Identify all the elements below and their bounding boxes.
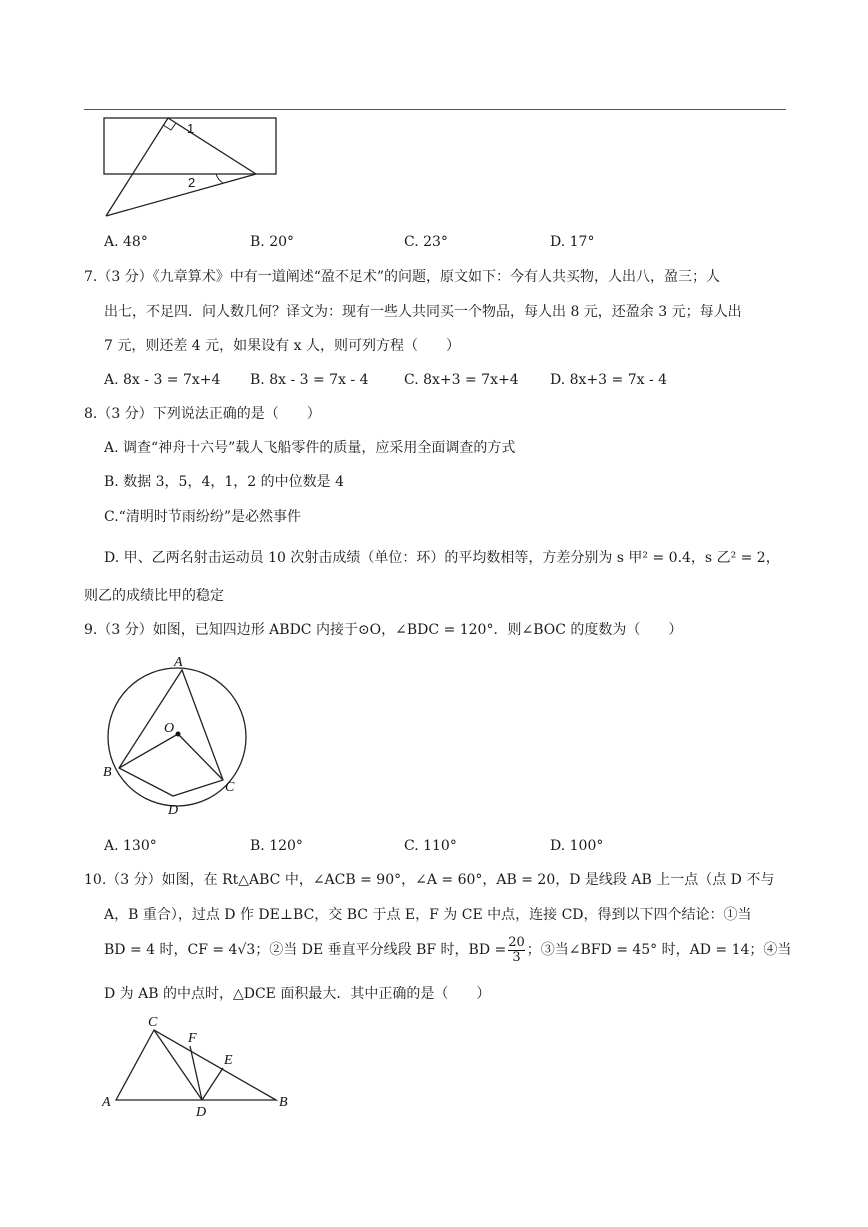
q6-triangle: [106, 118, 256, 216]
q7-option-a[interactable]: A. 8x - 3 = 7x+4: [104, 372, 221, 388]
q10-fraction-denominator: 3: [508, 950, 525, 965]
q10-fraction: [508, 936, 525, 965]
q10-stem-line2: A，B 重合），过点 D 作 DE⊥BC，交 BC 于点 E，F 为 CE 中点，连接 CD，得到以下四个结论：①当: [104, 907, 752, 923]
q10-label-f: F: [188, 1031, 197, 1046]
q7-option-d[interactable]: D. 8x+3 = 7x - 4: [550, 372, 668, 388]
q10-segment-de: [202, 1068, 223, 1100]
q9-option-a[interactable]: A. 130°: [104, 838, 157, 854]
q8-option-d[interactable]: D. 甲、乙两名射击运动员 10 次射击成绩（单位：环）的平均数相等，方差分别为 s 甲² = 0.4，s 乙² = 2，: [104, 550, 780, 566]
q9-label-o: O: [164, 721, 175, 736]
q8-stem: 8.（3 分）下列说法正确的是（ ）: [84, 406, 321, 422]
q10-stem-line3: [104, 932, 791, 968]
q9-figure: [98, 650, 258, 825]
q9-label-d: D: [168, 803, 179, 818]
q10-label-e: E: [224, 1053, 233, 1068]
q6-option-b[interactable]: B. 20°: [250, 234, 295, 250]
q6-option-d[interactable]: D. 17°: [550, 234, 595, 250]
q10-line3-part1: BD = 4 时，CF = 4√3；②当 DE 垂直平分线段 BF 时，BD =: [104, 942, 507, 958]
q9-stem: 9.（3 分）如图，已知四边形 ABDC 内接于⊙O，∠BDC = 120°．则∠BOC 的度数为（ ）: [84, 622, 683, 638]
q6-angle2-label: 2: [188, 175, 196, 190]
q10-stem-line4: D 为 AB 的中点时，△DCE 面积最大．其中正确的是（ ）: [104, 986, 491, 1002]
q6-angle1-label: 1: [187, 121, 195, 136]
header-rule: [84, 109, 786, 110]
q6-right-angle-mark: [163, 123, 176, 130]
q9-label-c: C: [225, 780, 235, 795]
q6-option-c[interactable]: C. 23°: [404, 234, 448, 250]
q9-central-angle: [119, 734, 223, 780]
q10-label-d: D: [196, 1105, 207, 1120]
q10-fraction-numerator: 20: [508, 934, 525, 950]
q7-option-c[interactable]: C. 8x+3 = 7x+4: [404, 372, 519, 388]
q8-option-c[interactable]: C.“清明时节雨纷纷”是必然事件: [104, 509, 301, 525]
q9-option-c[interactable]: C. 110°: [404, 838, 457, 854]
q7-option-b[interactable]: B. 8x - 3 = 7x - 4: [250, 372, 369, 388]
q9-center-point: [176, 732, 181, 737]
q9-option-d[interactable]: D. 100°: [550, 838, 604, 854]
q10-label-a: A: [102, 1095, 111, 1110]
q10-figure: [98, 1012, 298, 1120]
q10-line3-part2: ；③当∠BFD = 45° 时，AD = 14；④当: [526, 942, 792, 958]
q10-label-b: B: [279, 1095, 288, 1110]
q9-label-b: B: [103, 765, 112, 780]
q7-stem-line3: 7 元，则还差 4 元，如果设有 x 人，则可列方程（ ）: [104, 338, 460, 354]
q6-figure: [98, 114, 288, 220]
q8-option-d-continued: 则乙的成绩比甲的稳定: [84, 588, 224, 604]
q10-label-c: C: [148, 1015, 158, 1030]
q7-stem-line1: 7.（3 分）《九章算术》中有一道阐述“盈不足术”的问题，原文如下：今有人共买物，人出八，盈三；人: [84, 269, 721, 285]
q6-angle2-arc: [216, 174, 223, 183]
q8-option-b[interactable]: B. 数据 3，5，4，1，2 的中位数是 4: [104, 474, 344, 490]
q10-stem-line1: 10.（3 分）如图，在 Rt△ABC 中，∠ACB = 90°，∠A = 60°，AB = 20，D 是线段 AB 上一点（点 D 不与: [84, 872, 775, 888]
q6-option-a[interactable]: A. 48°: [104, 234, 148, 250]
q7-stem-line2: 出七，不足四．问人数几何？译文为：现有一些人共同买一个物品，每人出 8 元，还盈余 3 元；每人出: [104, 304, 742, 320]
q8-option-a[interactable]: A. 调查“神舟十六号”载人飞船零件的质量，应采用全面调查的方式: [104, 440, 516, 456]
q9-label-a: A: [174, 655, 183, 670]
q9-option-b[interactable]: B. 120°: [250, 838, 303, 854]
